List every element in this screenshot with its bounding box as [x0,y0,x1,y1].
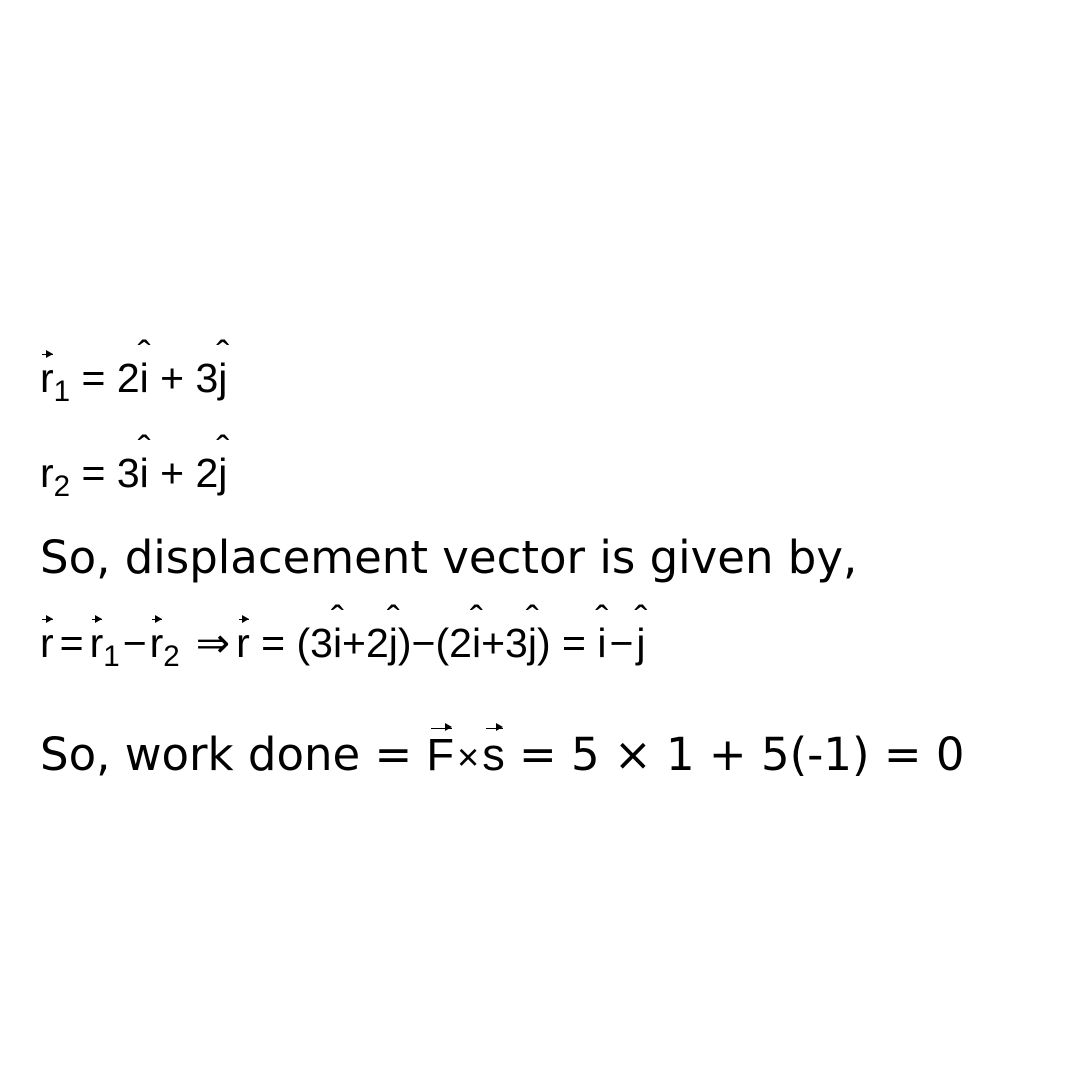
equals-sign: = [59,620,84,666]
equation-term: +2 [342,620,389,666]
unit-vector-i: i ˆ [140,453,149,494]
equation-term: = 2 [81,355,140,401]
unit-vector-i: i ˆ [140,358,149,399]
equation-term: = 3 [81,450,140,496]
equation-term: = (3 [261,620,333,666]
vector-f-symbol: F [426,729,455,780]
subscript: 2 [53,470,71,504]
equation-term: )−(2 [397,620,472,666]
cross-sign: × [457,737,480,779]
vector-r-symbol: r [236,620,250,666]
unit-vector-i: i ˆ [597,623,606,664]
work-done-result: = 5 × 1 + 5(-1) = 0 [519,728,965,781]
vector-r-symbol: r [89,620,104,666]
work-done-label: So, work done = [40,728,413,781]
vector-r-symbol: r [40,620,54,666]
subscript: 1 [53,375,71,409]
equation-term: ) = [536,620,586,666]
implies-arrow: ⇒ [195,620,231,666]
equation-term: +3 [481,620,528,666]
unit-vector-j: j ˆ [218,453,227,494]
equation-r2 [40,450,228,504]
unit-vector-j: j ˆ [389,623,398,664]
subscript: 2 [163,640,180,674]
displacement-statement: So, displacement vector is given by, [40,531,858,584]
unit-vector-i: i ˆ [472,623,481,664]
r-symbol: r [40,450,54,496]
unit-vector-j: j ˆ [218,358,227,399]
vector-r-symbol: r [149,620,164,666]
equation-term: + 2 [148,450,219,496]
unit-vector-i: i ˆ [333,623,342,664]
displacement-equation [40,620,646,674]
minus-sign: − [609,620,634,666]
subscript: 1 [103,640,120,674]
vector-r-symbol: r [40,355,54,401]
unit-vector-j: j ˆ [528,623,537,664]
minus-sign: − [122,620,147,666]
work-done-equation [40,728,965,781]
equation-r1 [40,355,228,409]
unit-vector-j: j ˆ [636,623,645,664]
equation-term: + 3 [148,355,219,401]
vector-s-symbol: s [482,729,505,780]
